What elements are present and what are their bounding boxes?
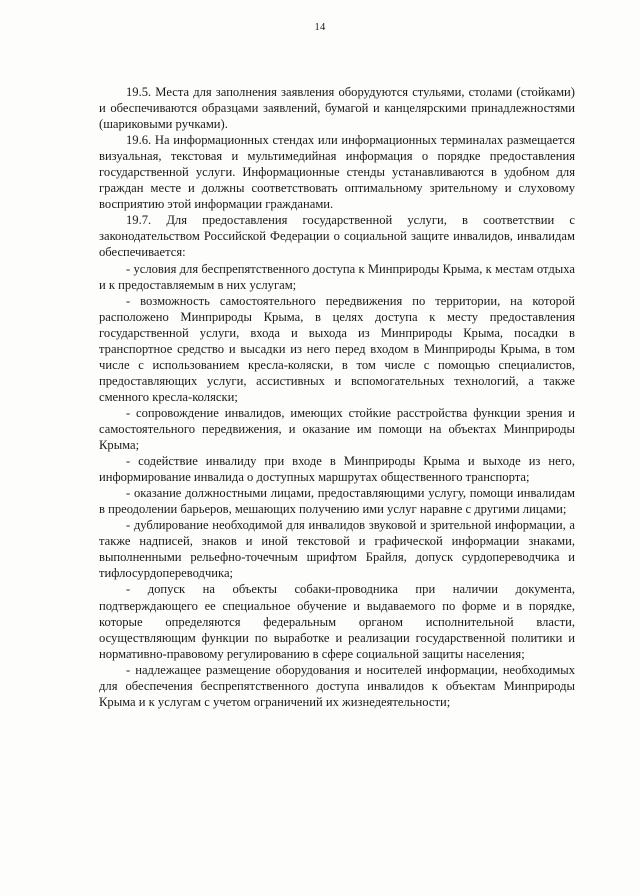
page-number: 14	[314, 22, 326, 33]
paragraph-19-5: 19.5. Места для заполнения заявления оборудуются стульями, столами (стойками) и обеспечиваются образцами заявлений, бумагой и канцелярскими принадлежностями (шариковыми ручками).	[99, 85, 575, 132]
paragraph-19-6: 19.6. На информационных стендах или информационных терминалах размещается визуальная, текстовая и мультимедийная информация о порядке предоставления государственной услуги. Информационные стенды устанавливаются в удобном для граждан месте и должны соответствовать оптимальному зрительному и слуховому восприятию этой информации гражданами.	[99, 133, 575, 212]
document-body	[99, 84, 575, 710]
paragraph-19-7: 19.7. Для предоставления государственной услуги, в соответствии с законодательством Российской Федерации о социальной защите инвалидов, инвалидам обеспечивается:	[99, 213, 575, 260]
list-item: - надлежащее размещение оборудования и носителей информации, необходимых для обеспечения беспрепятственного доступа инвалидов к объектам Минприроды Крыма и к услугам с учетом ограничений их жизнедеятельности;	[99, 662, 575, 709]
list-item: - содействие инвалиду при входе в Минприроды Крыма и выходе из него, информирование инвалида о доступных маршрутах общественного транспорта;	[99, 454, 575, 485]
list-item: - дублирование необходимой для инвалидов звуковой и зрительной информации, а также надписей, знаков и иной текстовой и графической информации знаками, выполненными рельефно-точечным шрифтом Брайля, допуск сурдопереводчика и тифлосурдопереводчика;	[99, 518, 575, 581]
list-item: - допуск на объекты собаки-проводника при наличии документа, подтверждающего ее специальное обучение и выдаваемого по форме и в порядке, которые определяются федеральным органом исполнительной власти, осуществляющим функции по выработке и реализации государственной политики и нормативно-правовому регулированию в сфере социальной защиты населения;	[99, 582, 575, 661]
list-item: - сопровождение инвалидов, имеющих стойкие расстройства функции зрения и самостоятельного передвижения, и оказание им помощи на объектах Минприроды Крыма;	[99, 405, 575, 453]
list-item: - возможность самостоятельного передвижения по территории, на которой расположено Минприроды Крыма, в целях доступа к месту предоставления государственной услуги, входа и выхода из Минприроды Крыма, посадки в транспортное средство и высадки из него перед входом в Минприроды Крыма, в том числе с использованием кресла-коляски, в том числе с помощью специалистов, предоставляющих услуги, ассистивных и вспомогательных технологий, а также сменного кресла-коляски;	[99, 293, 575, 404]
list-item: - оказание должностными лицами, предоставляющими услугу, помощи инвалидам в преодолении барьеров, мешающих получению ими услуг наравне с другими лицами;	[99, 486, 575, 517]
list-item: - условия для беспрепятственного доступа к Минприроды Крыма, к местам отдыха и к предоставляемым в них услугам;	[99, 261, 575, 292]
